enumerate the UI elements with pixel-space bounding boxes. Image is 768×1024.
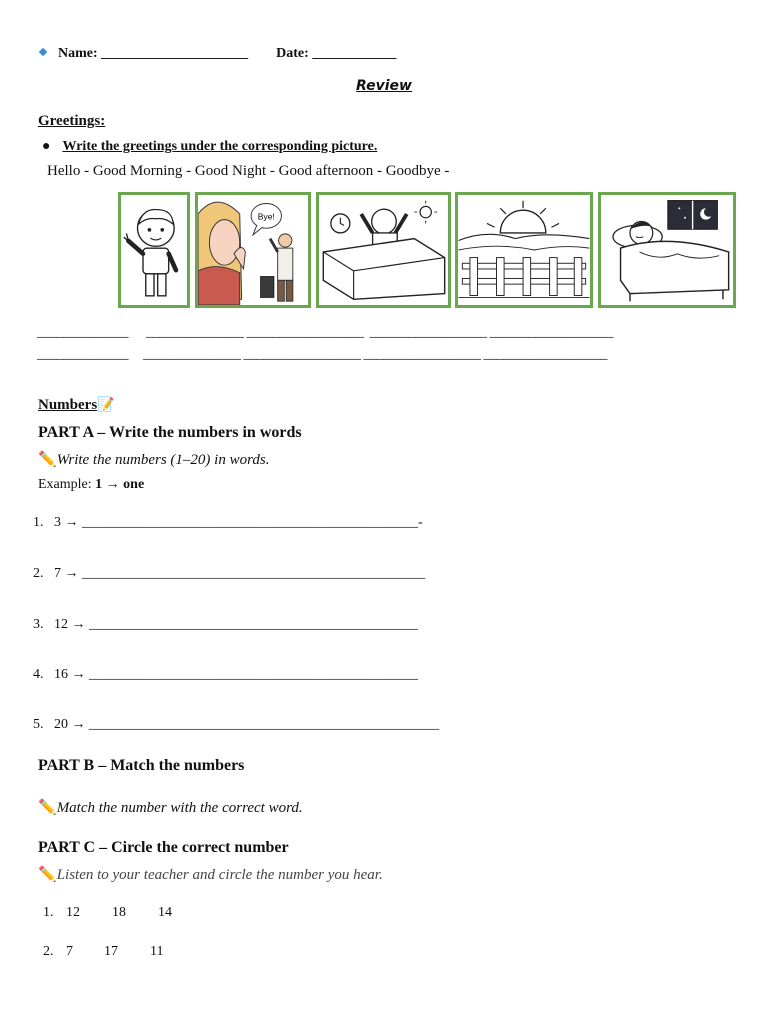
- part-a-item[interactable]: [33, 717, 439, 733]
- item-number: 1.: [43, 905, 54, 920]
- item-number: 1.: [33, 515, 44, 530]
- waking-up-icon: [319, 195, 448, 305]
- part-c-instruction-row: [38, 865, 383, 884]
- greetings-instruction-row: [42, 139, 377, 155]
- item-number: 5.: [33, 717, 44, 732]
- date-field[interactable]: ____________: [312, 46, 397, 61]
- part-a-instruction: Write the numbers (1–20) in words.: [56, 452, 270, 468]
- item-number: 3.: [33, 617, 44, 632]
- bye-bubble: Bye!: [257, 211, 275, 222]
- greetings-heading: Greetings:: [38, 113, 106, 129]
- part-c-instruction: Listen to your teacher and circle the number you hear.: [56, 867, 383, 883]
- item-answer-line[interactable]: 3 → ________________________________________________-: [54, 515, 423, 530]
- part-a-item[interactable]: [33, 667, 418, 683]
- part-b-instruction: Match the number with the correct word.: [56, 800, 303, 816]
- sun-landscape-icon: [458, 195, 590, 305]
- number-option[interactable]: 7: [66, 944, 73, 959]
- name-field[interactable]: _____________________: [101, 46, 249, 61]
- number-option[interactable]: 17: [104, 944, 118, 959]
- numbers-heading: Numbers: [38, 397, 98, 413]
- example-label: Example:: [38, 477, 96, 492]
- item-answer-line[interactable]: 12 → _______________________________________________: [54, 617, 418, 632]
- picture-good-night: [598, 192, 736, 308]
- pencil-icon: ✏️: [38, 450, 57, 468]
- item-answer-line[interactable]: 16 → _______________________________________________: [54, 667, 418, 682]
- part-a-item[interactable]: [33, 515, 423, 531]
- sleeping-child-icon: [601, 195, 733, 305]
- part-c-title: PART C – Circle the correct number: [38, 839, 289, 856]
- pencil-icon: ✏️: [38, 798, 57, 816]
- item-answer-line[interactable]: 7 → _________________________________________________: [54, 566, 425, 581]
- picture-hello-boy: [118, 192, 190, 308]
- item-answer-line[interactable]: 20 → __________________________________________________: [54, 717, 439, 732]
- part-c-item: [43, 905, 172, 921]
- bullet-icon: ●: [42, 139, 51, 154]
- item-number: 4.: [33, 667, 44, 682]
- picture-goodbye: [195, 192, 311, 308]
- greetings-instruction: Write the greetings under the corresponding picture.: [62, 139, 378, 154]
- goodbye-scene-icon: [198, 195, 308, 305]
- pencil-icon: ✏️: [38, 865, 57, 883]
- item-number: 2.: [33, 566, 44, 581]
- example-value: 1 → one: [95, 477, 145, 492]
- page-title: Review: [356, 78, 412, 94]
- number-option[interactable]: 12: [66, 905, 80, 920]
- number-option[interactable]: 18: [112, 905, 126, 920]
- greetings-answer-lines-row2[interactable]: ______________ _______________ __________________ __________________ ___________________: [37, 347, 607, 362]
- word-bank: Hello - Good Morning - Good Night - Good afternoon - Goodbye -: [47, 163, 450, 179]
- part-b-title: PART B – Match the numbers: [38, 757, 245, 774]
- date-label: Date:: [276, 46, 309, 61]
- part-a-item[interactable]: [33, 566, 425, 582]
- part-a-item[interactable]: [33, 617, 418, 633]
- diamond-bullet-icon: [39, 48, 47, 56]
- part-a-example-row: [38, 477, 144, 493]
- part-a-title: PART A – Write the numbers in words: [38, 424, 302, 441]
- picture-good-morning: [316, 192, 451, 308]
- header-row: [40, 46, 396, 62]
- part-c-item: [43, 944, 164, 960]
- part-a-instruction-row: [38, 450, 269, 469]
- name-label: Name:: [58, 46, 98, 61]
- part-b-instruction-row: [38, 798, 303, 817]
- number-option[interactable]: 11: [150, 944, 164, 959]
- greetings-answer-lines-row1[interactable]: ______________ _______________ __________________ __________________ ___________________: [37, 325, 613, 340]
- memo-icon: 📝: [97, 397, 115, 413]
- number-option[interactable]: 14: [158, 905, 172, 920]
- picture-good-afternoon: [455, 192, 593, 308]
- item-number: 2.: [43, 944, 54, 959]
- waving-boy-icon: [121, 195, 187, 305]
- numbers-heading-row: [38, 397, 115, 414]
